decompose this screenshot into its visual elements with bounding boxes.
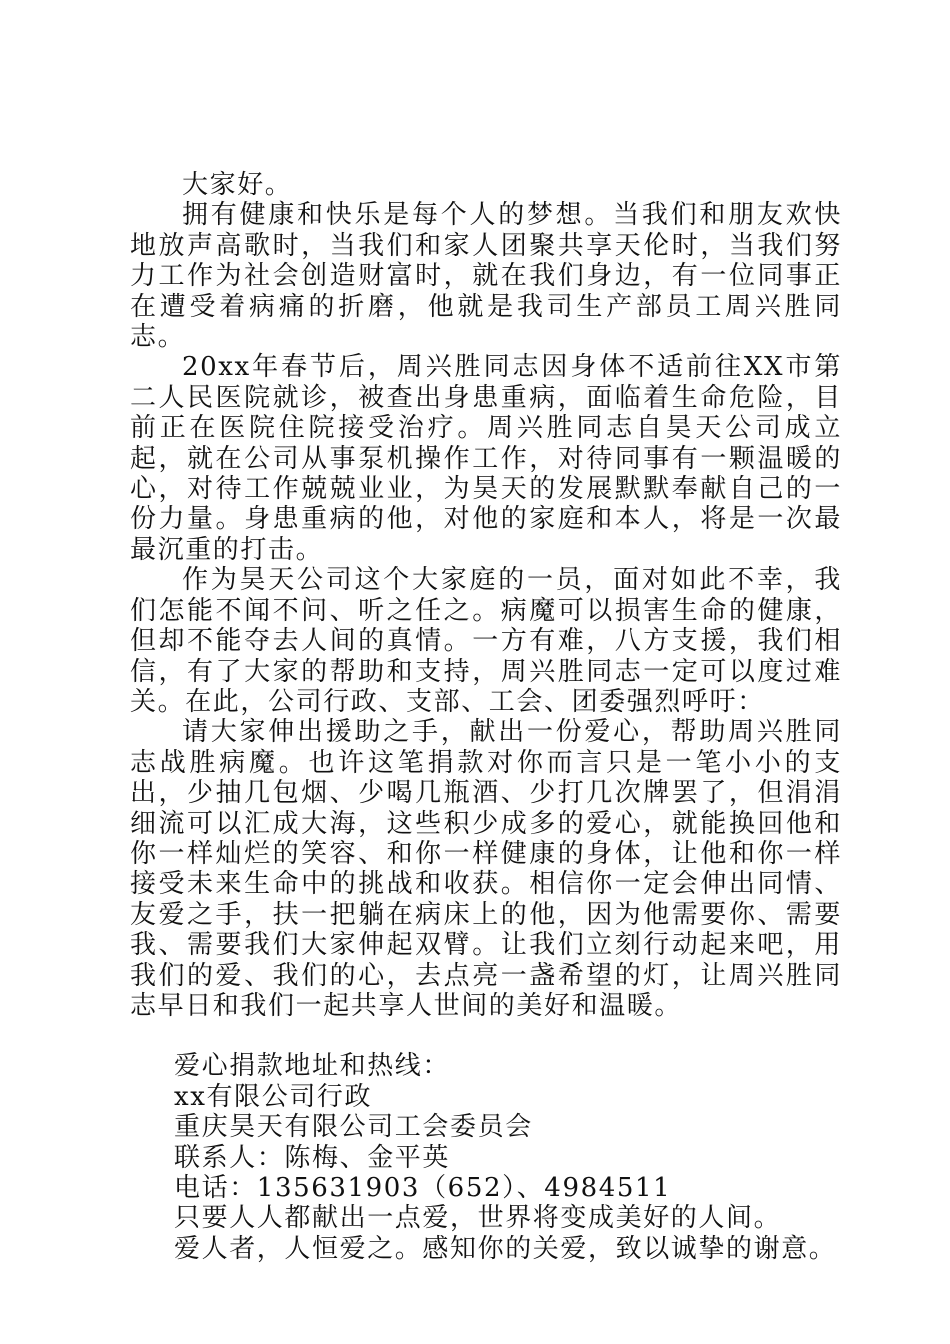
section-gap: [130, 1021, 842, 1051]
donation-info: [130, 1051, 842, 1264]
paragraph-4: 请大家伸出援助之手，献出一份爱心，帮助周兴胜同志战胜病魔。也许这笔捐款对你而言只是一笔小小的支出，少抽几包烟、少喝几瓶酒、少打几次牌罢了，但涓涓细流可以汇成大海，这些积少成多的爱心，就能换回他和你一样灿烂的笑容、和你一样健康的身体，让他和你一样接受未来生命中的挑战和收获。相信你一定会伸出同情、友爱之手，扶一把躺在病床上的他，因为他需要你、需要我、需要我们大家伸起双臂。让我们立刻行动起来吧，用我们的爱、我们的心，去点亮一盏希望的灯，让周兴胜同志早日和我们一起共享人世间的美好和温暖。: [130, 717, 842, 1021]
paragraph-1: 拥有健康和快乐是每个人的梦想。当我们和朋友欢快地放声高歌时，当我们和家人团聚共享天伦时，当我们努力工作为社会创造财富时，就在我们身边，有一位同事正在遭受着病痛的折磨，他就是我司生产部员工周兴胜同志。: [130, 200, 842, 353]
donation-heading: 爱心捐款地址和热线：: [174, 1051, 451, 1082]
closing-line-2: 爱人者，人恒爱之。感知你的关爱，致以诚挚的谢意。: [174, 1233, 837, 1264]
paragraph-3: 作为昊天公司这个大家庭的一员，面对如此不幸，我们怎能不闻不问、听之任之。病魔可以损害生命的健康，但却不能夺去人间的真情。一方有难，八方支援，我们相信，有了大家的帮助和支持，周兴胜同志一定可以度过难关。在此，公司行政、支部、工会、团委强烈呼吁：: [130, 565, 842, 717]
paragraph-2: 20xx年春节后，周兴胜同志因身体不适前往XX市第二人民医院就诊，被查出身患重病，面临着生命危险，目前正在医院住院接受治疗。周兴胜同志自昊天公司成立起，就在公司从事泵机操作工作，对待同事有一颗温暖的心，对待工作兢兢业业，为昊天的发展默默奉献自己的一份力量。身患重病的他，对他的家庭和本人，将是一次最最沉重的打击。: [130, 352, 842, 565]
donation-org-1: xx有限公司行政: [174, 1081, 373, 1112]
closing-line-1: 只要人人都献出一点爱，世界将变成美好的人间。: [174, 1203, 782, 1234]
donation-org-2: 重庆昊天有限公司工会委员会: [174, 1112, 533, 1143]
donation-phone: 电话：135631903（652）、4984511: [174, 1173, 672, 1203]
donation-contact: 联系人：陈梅、金平英: [174, 1142, 451, 1173]
greeting: 大家好。: [182, 170, 293, 200]
document-body: [130, 170, 842, 1264]
